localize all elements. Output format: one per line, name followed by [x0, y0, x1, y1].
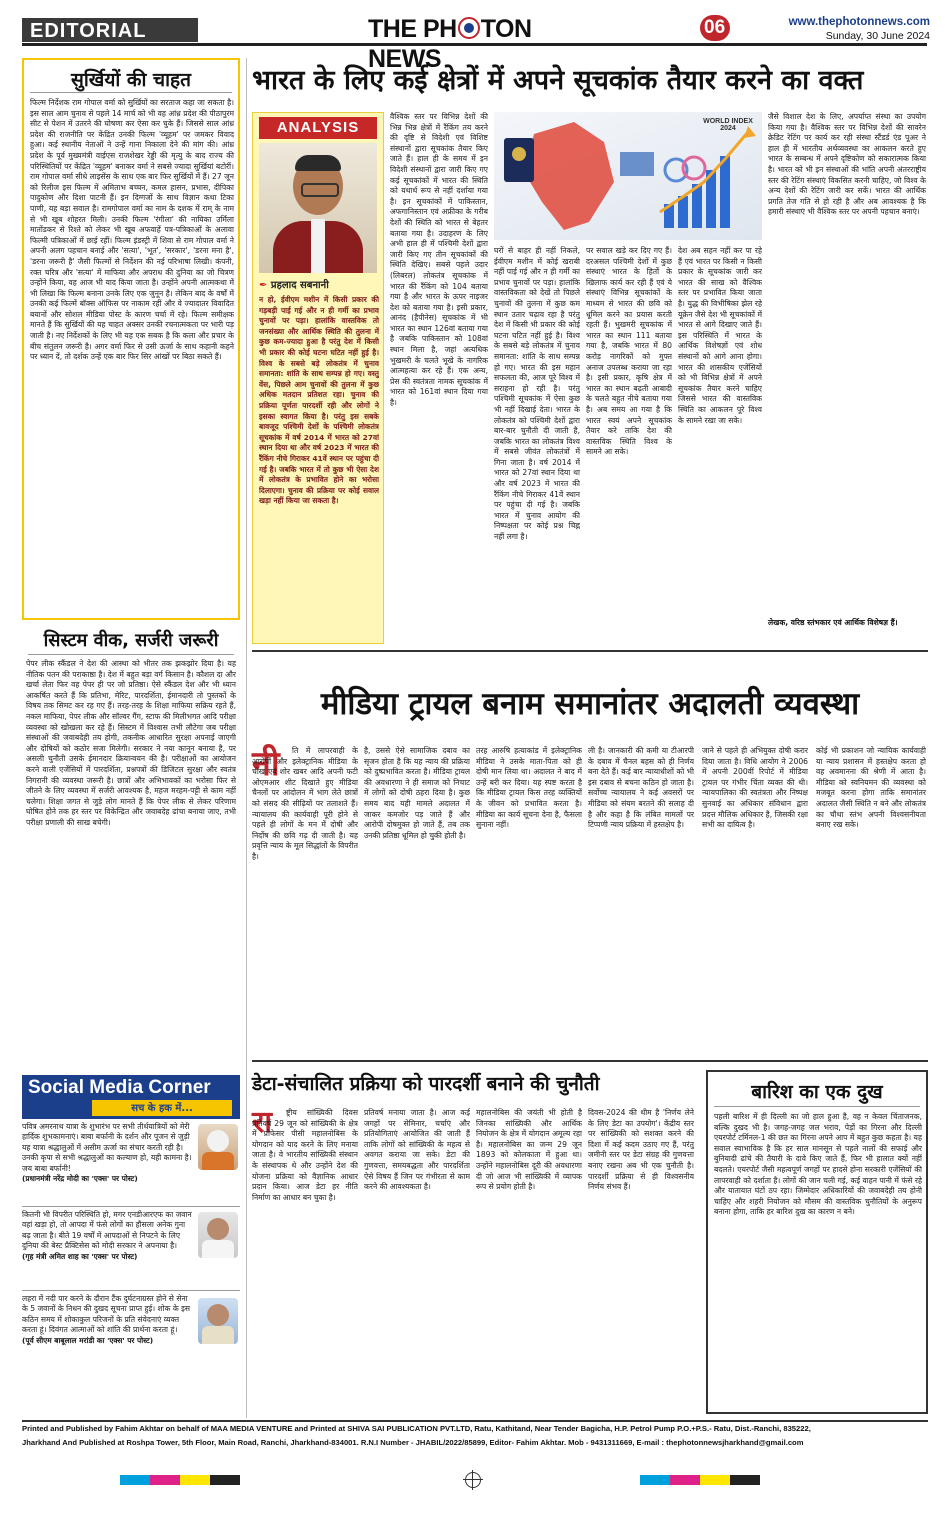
editorial-body: फिल्म निर्देशक राम गोपाल वर्मा को सुर्खियों का सरताज कहा जा सकता है। इस साल आम चुनाव से पहले 14 मार्च को भी वह आंध्र प्रदेश की पीठापुरम सीट से पेशन में उतरने की घोषणा कर ऐसा कर चुके हैं। जिससे साल आंध्र प्रदेश की राजनीति पर केंद्रित उनकी फिल्म 'व्यूहम' पर जमकर विवाद हुआ। कई स्थानीय नेताओं ने उन्हें गाना निकाला देने की मांग की। आंध्र प्रदेश के पूर्व मुख्यमंत्री वाईएस राजशेखर रेड्डी की मृत्यु के बाद राज्य की परिस्थितियों पर केंद्रित 'व्यूहम' बनाकर वर्मा ने सबसे ज्यादा सुर्खियां बटोरीं। राम गोपाल वर्मा सीधे लाइसेंस के साथ एक बार फिर सुर्खियों में हैं। 27 जून को रिलीज इस फिल्म में अमिताभ बच्चन, कमल हासन, प्रभास, दीपिका पादुकोण और दिशा पाटनी हैं। इन दिग्गजों के साथ विज्ञान कथा टिका पाणी, यह बड़ा सवाल है। रामगोपाल वर्मा का नाम के दशक में राम् के नाम से भी खूब शोहरत मिली। उनकी फिल्म 'रंगीला' की नायिका उर्मिला मातोंडकर से रिश्ते को लेकर भी खूब अफवाहें पत्र-पत्रिकाओं के अलावा फिल्मी पत्रिकाओं में छाई रहीं। फिल्म इंडस्ट्री में शिवा से राम गोपाल वर्मा ने अपनी अलग पहचान बनाई और 'सत्या', 'भूत', 'सरकार', 'डरना मना है', 'डरना जरूरी है' जैसी फिल्मों से निर्देशन की नई परिभाषा लिखी। कंपनी, रक्त चरित्र और 'सत्या' में माफिया और अपराध की दुनिया का जो चित्रण उन्होंने किया, वह आज भी याद किया जाता है। उन्होंने अपनी आत्मकथा में भी लिखा कि फिल्म बनाना उनके लिए एक जुनून है। लेकिन बाद के वर्षों में उनकी कई फिल्में बॉक्स ऑफिस पर नाकाम रहीं और वे ज्यादातर विवादित बयानों और सोशल मीडिया पोस्ट के कारण चर्चा में रहे। फिल्म समीक्षक मानते हैं कि सुर्खियों की यह चाहत अक्सर उनकी रचनात्मकता पर भारी पड़ जाती है। नए निर्देशकों के लिए भी यह एक सबक है कि कला और प्रचार के बीच संतुलन जरूरी है। अगर वर्मा फिर से उसी ऊर्जा के साथ कहानी कहने पर ध्यान दें, तो दर्शक उन्हें एक बार फिर सिर आंखों पर बिठा सकते हैं। — [30, 98, 234, 362]
social-subtitle: सच के हक में... — [92, 1100, 232, 1116]
article-column: ति में लापरवाही के आरोपों और इलेक्ट्रानिक मीडिया के चीख एवं शोर खबर आदि अपनी फटी ओएमआर शीट दिखाते हुए मीडिया चैनलों पर आंदोलन में भाग लेते छात्रों को संसद की सीढ़ियों पर तलाशते हैं। न्यायालय की कार्यवाही पूरी होने से पहले ही लोगों के मन में दोषी और निर्दोष की छवि गढ़ दी जाती है। यह प्रवृत्ति न्याय के मूल सिद्धांतों के विपरीत है। — [252, 746, 358, 861]
social-post: लहरा में नदी पार करने के दौरान टैंक दुर्घटनाग्रस्त होने से सेना के 5 जवानों के निधन की दुखद सूचना प्राप्त हुई। शोक के इस कठिन समय में शोकाकुल परिजनों के प्रति संवेदनाएं व्यक्त करता हूं। दिवंगत आत्माओं को शांति की प्रार्थना करता हूं। (पूर्व सीएम बाबूलाल मरांडी का 'एक्स' पर पोस्ट) — [22, 1294, 190, 1345]
editorial-title: सुर्खियों की चाहत — [71, 69, 191, 91]
author-name: ✒ प्रहलाद सबनानी — [259, 280, 329, 291]
author-note: लेखक, वरिष्ठ स्तंभकार एवं आर्थिक विशेषज्ञ हैं। — [768, 618, 898, 627]
footer-rule — [22, 1420, 928, 1422]
section-divider — [252, 1060, 928, 1062]
section-tag — [22, 18, 198, 42]
column-rule — [246, 58, 247, 1418]
article-column: दिवस-2024 की थीम है 'निर्णय लेने के लिए डेटा का उपयोग'। केंद्रीय स्तर पर सांख्यिकी को सशक्त करने की दिशा में कई कदम उठाए गए हैं, परंतु जमीनी स्तर पर डेटा संग्रह की गुणवत्ता बनाए रखना अब भी एक चुनौती है। पारदर्शी प्रक्रिया से ही विश्वसनीय निर्णय संभव हैं। — [588, 1108, 694, 1192]
editorial-box-rain — [706, 1070, 928, 1414]
imprint-line: Printed and Published by Fahim Akhtar on behalf of MAA MEDIA VENTURE and Printed at SHIVA SAI PUBLICATION PVT.LTD, Ratu, Kathitand, Near Tender Bagicha, H.P. Petrol Pump P.O.+P.S.- Ratu, Dist.-Ranchi, 835222, — [22, 1424, 811, 1433]
avatar — [198, 1124, 238, 1170]
drop-cap: नी — [252, 744, 280, 784]
editorial-title: सिस्टम वीक, सर्जरी जरूरी — [43, 630, 219, 651]
color-bar — [120, 1475, 240, 1485]
analysis-tag: ANALYSIS — [259, 117, 377, 139]
post-author: (गृह मंत्री अमित शाह का 'एक्स' पर पोस्ट) — [22, 1251, 138, 1261]
drop-cap: रा — [252, 1105, 273, 1140]
page-number-badge: 06 — [700, 15, 730, 41]
editorial-body: पेपर लीक स्कैंडल ने देश की आस्था को भीतर तक झकझोर दिया है। यह नीतिक पतन की पराकाष्ठा है। देश में बहुत बड़ा वर्ग किसान है। कौशल दा और खर्चा लेता फिर वह पेपर ही पर जो प्रतिष्ठा। ऐसे स्कैंडल देश और भी ध्यान आकर्षित करते हैं कि प्रतिभा, मेरिट, पारदर्शिता, ईमानदारी तो पुस्तकों के विषय तक सिमट कर रह गए हैं। तरह-तरह के शिक्षा माफिया सक्रिय रहते हैं, नकल माफिया, पेपर लीक और सॉल्वर गैंग, स्टाफ की मिलीभगत आदि परीक्षा व्यवस्था को खोखला कर रहे हैं। सिस्टम में विश्वास तभी लौटेगा जब परीक्षा संस्थाओं की जवाबदेही तय होगी, तकनीक आधारित सुरक्षा अपनाई जाएगी और दोषियों को कठोर सजा मिलेगी। सरकार ने नया कानून बनाया है, पर असली चुनौती उसके ईमानदार क्रियान्वयन की है। परीक्षाओं का आयोजन करने वाली एजेंसियों में पारदर्शिता, प्रश्नपत्रों की डिजिटल सुरक्षा और स्वतंत्र निगरानी की व्यवस्था जरूरी है। छात्रों और अभिभावकों का भरोसा फिर से जीतने के लिए व्यवस्था में सर्जरी आवश्यक है, महज मरहम-पट्टी से काम नहीं चलेगा। शिक्षा जगत से जुड़े लोग मानते हैं कि पेपर लीक से लेकर परिणाम घोषित होने तक हर स्तर पर विकेन्द्रित और जवाबदेह ढांचा बनाया जाए, तभी परीक्षा प्रणाली की साख बचेगी। — [26, 659, 236, 827]
author-photo — [259, 143, 377, 273]
article-column: घरों से बाहर ही नहीं निकले, ईवीएम मशीन में कोई खराबी नहीं पाई गई और न ही गर्मी का प्रभाव चुनावों पर पड़ा। हालांकि वास्तविकता को देखें तो पिछले चुनावों की तुलना में कुछ कम स्थान उतार चढ़ाव रहा है परंतु देश में किसी भी प्रकार की कोई घटना घटित नहीं हुई है। विश्व के सबसे बड़े लोकतंत्र में चुनाव समानता: शांति के साथ सम्पन्न हो गए। भारत की इस महान सफलता की, आज पूरे विश्व में सराहना हो रही है। परंतु पश्चिमी सूचकांक में ऐसा कुछ भी नहीं दिखाई देता। भारत के लोकतंत्र को पश्चिमी देशों द्वारा बार-बार चुनौती दी जाती है, जबकि भारत का लोकतंत्र विश्व में सबसे जीवंत लोकतंत्रों में गिना जाता है। वर्ष 2014 में भारत को 27वां स्थान दिया था और वर्ष 2023 में भारत की रैंकिंग नीचे गिराकर 41वें स्थान पर पहुंचा दी गई है। जबकि भारत में चुनाव आयोग की निष्पक्षता पर कोई प्रश्न चिह्न नहीं लगा है। — [494, 246, 580, 542]
social-title: Social Media Corner — [28, 1077, 211, 1098]
divider — [28, 654, 234, 655]
avatar — [198, 1298, 238, 1344]
article-column: है, उससे ऐसे सामाजिक दबाव का सृजन होता है कि यह न्याय की प्रक्रिया को दुष्प्रभावित करता है। मीडिया ट्रायल की अवधारणा ने ही समाज को निचाट में लोगों को दोषी ठहरा दिया है। कुछ समय बाद यही मामले अदालत में जाकर कमजोर पड़ जाते हैं और आरोपी दोषमुक्त हो जाते हैं, तब तक उनकी प्रतिष्ठा धूमिल हो चुकी होती है। — [364, 746, 470, 840]
social-post: पवित्र अमरनाथ यात्रा के शुभारंभ पर सभी तीर्थयात्रियों को मेरी हार्दिक शुभकामनाएं। बाबा बर्फानी के दर्शन और पूजन से जुड़ी यह यात्रा श्रद्धालुओं में असीम ऊर्जा का संचार करती रही है। उनकी कृपा से सभी श्रद्धालुओं का कल्याण हो, यही कामना है। जय बाबा बर्फानी! (प्रधानमंत्री नरेंद्र मोदी का 'एक्स' पर पोस्ट) — [22, 1122, 192, 1184]
social-header — [22, 1075, 240, 1119]
divider — [22, 1206, 240, 1207]
article-column: वैश्विक स्तर पर विभिन्न देशों की भिन्न भिन्न क्षेत्रों में रैंकिंग तय करने की दृष्टि से विदेशी एवं विशिष्ट संस्थानों द्वारा सूचकांक तैयार किए जाते हैं। हाल ही के समय में इन विदेशी संस्थानों द्वारा जारी किए गए कई सूचकांकों में भारत की स्थिति को यथार्थ रूप से नहीं दर्शाया गया है। इन सूचकांकों में पाकिस्तान, अफगानिस्तान एवं अफ्रीका के गरीब देशों की स्थिति को भारत से बेहतर बताया गया है। उदाहरण के लिए अभी हाल ही में पश्चिमी देशों द्वारा जारी किए गए तीन सूचकांकों की स्थिति देखिए। सबसे पहले उदार (लिबरल) लोकतंत्र सूचकांक में भारत की रैंकिंग को 104 बताया गया है और भारत के ऊपर नाइजर देश को बताया गया है। इसी प्रकार, आनंद (हैपीनेस) सूचकांक में भी भारत का स्थान 126वां बताया गया है जबकि पाकिस्तान को 108वां स्थान मिला है, जहां अत्यधिक भुखमरी के चलते भूखे के नागरिक आत्महत्या कर रहे हैं। एक अन्य, प्रेस की स्वतंत्रता नामक सूचकांक में भारत को 161वां स्थान दिया गया है। — [390, 112, 488, 408]
main-headline: भारत के लिए कई क्षेत्रों में अपने सूचकांक तैयार करने का वक्त — [252, 65, 864, 96]
section-label: EDITORIAL — [30, 20, 147, 42]
divider — [22, 1290, 240, 1291]
newspaper-title: THE PH TON NEWS — [368, 15, 532, 73]
section-divider — [252, 650, 928, 652]
index-infographic — [494, 112, 762, 240]
editorial-body: पहली बारिश में ही दिल्ली का जो हाल हुआ है, वह न केवल चिंताजनक, बल्कि दुखद भी है। जगह-जगह जल भराव, पेड़ों का गिरना और दिल्ली एयरपोर्ट टर्मिनल-1 की छत का गिरना अपने आप में बहुत कुछ कहता है। यह सवाल स्वाभाविक है कि हर साल मानसून से पहले नालों की सफाई और बुनियादी ढांचे की तैयारी के दावे किए जाते हैं, फिर भी हालात क्यों नहीं बदलते। एयरपोर्ट जैसी महत्वपूर्ण जगहों पर हादसे होना सरकारी एजेंसियों की लापरवाही को दर्शाता है। लोगों की जान चली गई, कई वाहन पानी में फंसे रहे और यातायात घंटों ठप रहा। जिम्मेदार अधिकारियों की जवाबदेही तय होनी चाहिए और शहरी नियोजन को मौसम की वास्तविक चुनौतियों के अनुरूप बनाना होगा, ताकि हर बारिश दुख का कारण न बने। — [714, 1112, 922, 1217]
post-author: (पूर्व सीएम बाबूलाल मरांडी का 'एक्स' पर पोस्ट) — [22, 1335, 154, 1345]
website-link[interactable]: www.thephotonnews.com — [788, 16, 930, 28]
data-headline: डेटा-संचालित प्रक्रिया को पारदर्शी बनाने की चुनौती — [252, 1073, 600, 1095]
infographic-caption: WORLD INDEX 2024 — [703, 118, 753, 132]
editorial-box-headlines — [22, 58, 240, 620]
article-column: ली है। जानकारी की कमी या टीआरपी के दबाव में चैनल बहस को ही निर्णय बना देते हैं। कई बार न्यायाधीशों को भी इस दबाव से बचना कठिन हो जाता है। सर्वोच्च न्यायालय ने कई अवसरों पर मीडिया को संयम बरतने की सलाह दी है और कहा है कि लंबित मामलों पर टिप्पणी न्याय प्रक्रिया में हस्तक्षेप है। — [588, 746, 694, 830]
divider — [714, 1106, 920, 1107]
avatar — [198, 1212, 238, 1258]
article-column: देश अब सहन नहीं कर पा रहे हैं एवं भारत पर किसी न किसी प्रकार के सूचकांक जारी कर भारत की साख को वैश्विक स्तर पर प्रभावित किया जाता है। युद्ध की विभीषिका झेल रहे यूक्रेन जैसे देश भी सूचकांकों में भारत से आगे दिखाए जाते हैं। इस परिस्थिति में भारत के आर्थिक विशेषज्ञों एवं शोध संस्थानों को आगे आना होगा। भारत की शासकीय एजेंसियों को भी विभिन्न क्षेत्रों में अपने सूचकांक तैयार करने चाहिए जिससे भारत की वास्तविक स्थिति का आकलन पूरे विश्व के सामने रखा जा सके। — [678, 246, 762, 425]
registration-mark-icon — [465, 1472, 481, 1488]
imprint-line: Jharkhand And Published at Roshpa Tower, 5th Floor, Main Road, Ranchi, Jharkhand-834001. R.N.I Number - JHABIL/2022/85899, Editor- Fahim Akhtar. Mob - 9431311669, E-mail : thephotonnewsjharkhand@gmail.com — [22, 1438, 804, 1447]
post-author: (प्रधानमंत्री नरेंद्र मोदी का 'एक्स' पर पोस्ट) — [22, 1174, 138, 1184]
editorial-title: बारिश का एक दुख — [751, 1081, 883, 1103]
article-column: ष्ट्रीय सांख्यिकी दिवस प्रतिवर्ष 29 जून को सांख्यिकी के क्षेत्र में प्रोफेसर पीसी महालनोबिस के योगदान को याद करने के लिए मनाया जाता है। वे भारतीय सांख्यिकी संस्थान के संस्थापक थे और उन्होंने देश की योजना प्रक्रिया को वैज्ञानिक आधार प्रदान किया। आज डेटा हर नीति निर्माण का आधार बन चुका है। — [252, 1108, 358, 1202]
article-column: प्रतिवर्ष मनाया जाता है। आज कई जगहों पर सेमिनार, चर्चाएं और प्रतियोगिताएं आयोजित की जाती हैं ताकि लोगों को सांख्यिकी के महत्व से अवगत कराया जा सके। डेटा की गुणवत्ता, समयबद्धता और पारदर्शिता ऐसे विषय हैं जिन पर गंभीरता से काम करने की आवश्यकता है। — [364, 1108, 470, 1192]
article-column: महालनोबिस की जयंती भी होती है जिनका सांख्यिकी और आर्थिक नियोजन के क्षेत्र में योगदान अमूल्य रहा है। महालनोबिस का जन्म 29 जून 1893 को कोलकाता में हुआ था। उन्होंने महालनोबिस दूरी की अवधारणा दी जो आज भी सांख्यिकी में व्यापक रूप से प्रयोग होती है। — [476, 1108, 582, 1192]
article-column: जैसे विशाल देश के लिए, अपर्याप्त संस्था का उपयोग किया गया है। वैश्विक स्तर पर विभिन्न देशों की सावरेन क्रेडिट रेटिंग पर कार्य कर रही संस्था स्टैंडर्ड एंड पूअर ने हाल ही में भारतीय अर्थव्यवस्था का आकलन करते हुए भारत के सम्बन्ध में अपने दृष्टिकोण को सकारात्मक किया है। भारत को भी इन संस्थाओं की भांति अपनी अंतरराष्ट्रीय स्तर की रेटिंग संस्थाएं विकसित करनी चाहिए, जो विश्व के अन्य देशों की रेटिंग जारी कर सकें। भारत की आर्थिक प्रगति तेज गति से हो रही है और अब आवश्यक है कि हमारी संस्थाएं भी वैश्विक स्तर पर अपनी पहचान बनाएं। — [768, 112, 926, 217]
article-column: जाने से पहले ही अभियुक्त दोषी करार दिया जाता है। विधि आयोग ने 2006 में अपनी 200वीं रिपोर्ट में मीडिया ट्रायल पर गंभीर चिंता व्यक्त की थी। न्यायपालिका की स्वतंत्रता और निष्पक्ष सुनवाई का अधिकार संविधान द्वारा प्रदत्त मौलिक अधिकार है, जिसकी रक्षा सभी का दायित्व है। — [702, 746, 808, 830]
color-bar — [640, 1475, 760, 1485]
divider — [30, 92, 232, 93]
analysis-sidebar — [252, 112, 384, 644]
logo-icon — [458, 17, 480, 39]
sidebar-body: न हो, ईवीएम मशीन में किसी प्रकार की गड़बड़ी पाई गई और न ही गर्मी का प्रभाव चुनावों पर पड़ा। हालांकि वास्तविक तो जनसंख्या और आर्थिक स्थिति की तुलना में कुछ कम-ज्यादा हुआ है परंतु देश में किसी भी प्रकार की कोई घटना घटित नहीं हुई है। विश्व के सबसे बड़े लोकतंत्र में चुनाव समानता: शांति के साथ सम्पन्न हो गए। वस्तु वेंस, पिछले आम चुनावों की तुलना में कुछ अधिक मतदान प्रतिशत रहा। चुनाव की प्रक्रिया पूर्णतः पारदर्शी रही और लोगों ने इसका स्वागत किया है। परंतु इस सबके बावजूद पश्चिमी देशों के पश्चिमी लोकतंत्र सूचकांक में वर्ष 2014 में भारत को 27वां स्थान दिया था और वर्ष 2023 में भारत की रैंकिंग नीचे गिराकर 41वें स्थान पर पहुंचा दी गई है। जबकि भारत में तो कुछ भी ऐसा देश में लोकतंत्र के प्रभावित होने का भरोसा दिलाएगा। चुनाव की प्रक्रिया पर कोई सवाल खड़ा नहीं किया जा सकता है। — [259, 295, 379, 506]
article-column: पर सवाल खड़े कर दिए गए हैं। दरअसल पश्चिमी देशों में कुछ संस्थाएं भारत के हितों के खिलाफ कार्य कर रही हैं एवं ये संस्थाएं विभिन्न सूचकांकों के माध्यम से भारत की छवि को धूमिल करने का प्रयास करती रहती हैं। भुखमरी सूचकांक में भारत का स्थान 111 बताया गया है, जबकि भारत में 80 करोड़ नागरिकों को मुफ्त अनाज उपलब्ध कराया जा रहा है। इसी प्रकार, कृषि क्षेत्र में भारत का स्थान बढ़ती आबादी के चलते बहुत नीचे बताया गया है। अब समय आ गया है कि भारत स्वयं अपने सूचकांक तैयार करे ताकि देश की वास्तविक स्थिति विश्व के सामने आ सके। — [586, 246, 672, 457]
issue-date: Sunday, 30 June 2024 — [825, 30, 930, 42]
social-post: कितनी भी विपरीत परिस्थिति हो, मगर एनडीआरएफ का जवान वहां खड़ा हो, तो आपदा में फंसे लोगों का हौसला अनेक गुना बढ़ जाता है। बीते 19 वर्षों में आपदाओं से निपटने के लिए दुनिया की बेस्ट प्रैक्टिसेस को मोदी सरकार ने अपनाया है। (गृह मंत्री अमित शाह का 'एक्स' पर पोस्ट) — [22, 1210, 192, 1261]
article-column: कोई भी प्रकाशन जो न्यायिक कार्यवाही या न्याय प्रशासन में हस्तक्षेप करता हो वह अवमानना की श्रेणी में आता है। मीडिया को स्वनियमन की व्यवस्था को मजबूत करना होगा ताकि समानांतर अदालत जैसी स्थिति न बने और लोकतंत्र का चौथा स्तंभ अपनी विश्वसनीयता बनाए रख सके। — [816, 746, 926, 830]
pen-icon: ✒ — [259, 280, 268, 291]
media-trial-headline: मीडिया ट्रायल बनाम समानांतर अदालती व्यवस्था — [320, 686, 860, 722]
article-column: तरह आरुषि हत्याकांड में इलेक्ट्रानिक मीडिया ने उसके माता-पिता को ही दोषी मान लिया था। अदालत ने बाद में उन्हें बरी कर दिया। यह स्पष्ट करता है कि मीडिया ट्रायल किस तरह व्यक्तियों के जीवन को प्रभावित करता है। मीडिया का कार्य सूचना देना है, फैसला सुनाना नहीं। — [476, 746, 582, 830]
